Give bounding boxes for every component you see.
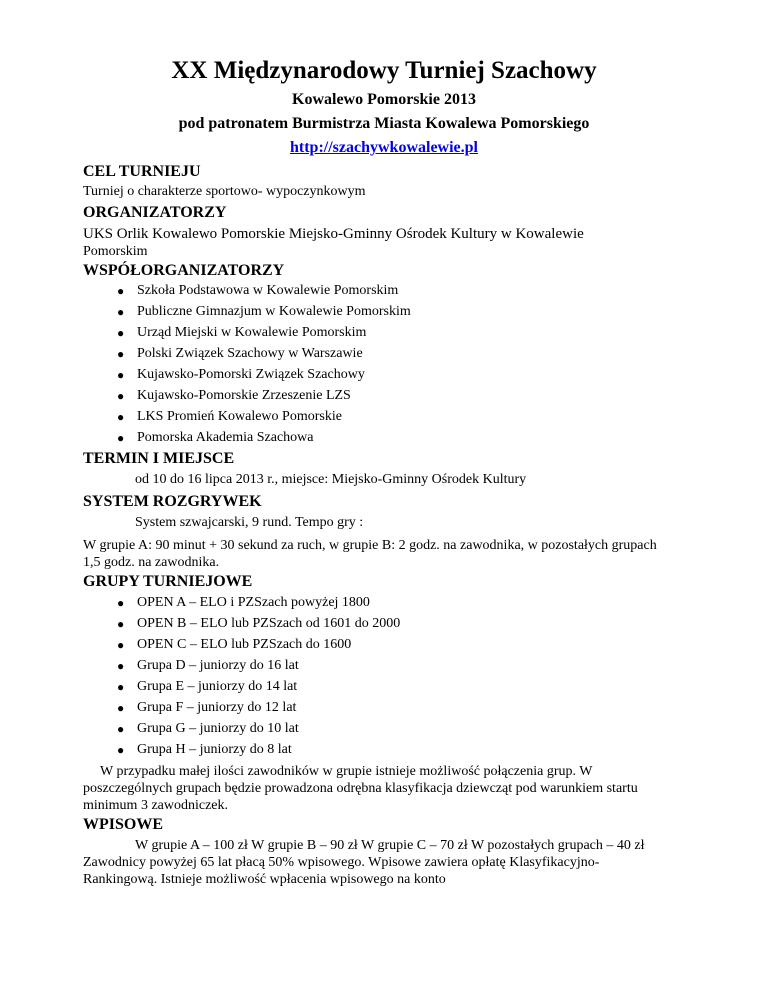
bullet-icon: ●: [117, 680, 125, 694]
section-heading-cel: CEL TURNIEJU: [83, 163, 201, 180]
organizatorzy-line2: Pomorskim: [83, 244, 148, 259]
website-link[interactable]: http://szachywkowalewie.pl: [290, 139, 478, 156]
list-item: ● Grupa H – juniorzy do 8 lat: [0, 740, 600, 760]
section-heading-wspolorganizatorzy: WSPÓŁORGANIZATORZY: [83, 262, 285, 279]
grupy-note-line3: minimum 3 zawodniczek.: [83, 798, 229, 813]
bullet-icon: ●: [117, 659, 125, 673]
list-item: ● Grupa D – juniorzy do 16 lat: [0, 656, 600, 676]
bullet-icon: ●: [117, 701, 125, 715]
bullet-icon: ●: [117, 326, 125, 340]
list-item: ● OPEN A – ELO i PZSzach powyżej 1800: [0, 593, 600, 613]
system-line3: 1,5 godz. na zawodnika.: [83, 555, 220, 570]
bullet-icon: ●: [117, 305, 125, 319]
bullet-icon: ●: [117, 431, 125, 445]
wpisowe-line2: Zawodnicy powyżej 65 lat płacą 50% wpisowego. Wpisowe zawiera opłatę Klasyfikacyjno-: [83, 855, 600, 870]
wpisowe-line3: Rankingową. Istnieje możliwość wpłacenia wpisowego na konto: [83, 872, 446, 887]
section-heading-wpisowe: WPISOWE: [83, 816, 164, 833]
list-item: ● Szkoła Podstawowa w Kowalewie Pomorskim: [0, 281, 600, 301]
list-item: ● LKS Promień Kowalewo Pomorskie: [0, 407, 600, 427]
list-item: ● Kujawsko-Pomorskie Zrzeszenie LZS: [0, 386, 600, 406]
list-item: ● Pomorska Akademia Szachowa: [0, 428, 600, 448]
termin-text: od 10 do 16 lipca 2013 r., miejsce: Miejsko-Gminny Ośrodek Kultury: [135, 472, 527, 487]
cel-text: Turniej o charakterze sportowo- wypoczynkowym: [83, 184, 366, 199]
document-title: XX Międzynarodowy Turniej Szachowy: [171, 57, 597, 84]
list-item: ● Kujawsko-Pomorski Związek Szachowy: [0, 365, 600, 385]
list-item: ● Polski Związek Szachowy w Warszawie: [0, 344, 600, 364]
grupy-note-line2: poszczególnych grupach będzie prowadzona odrębna klasyfikacja dziewcząt pod warunkiem startu: [83, 781, 638, 796]
system-line1: System szwajcarski, 9 rund. Tempo gry :: [135, 515, 364, 530]
bullet-icon: ●: [117, 389, 125, 403]
section-heading-organizatorzy: ORGANIZATORZY: [83, 204, 227, 221]
wpisowe-line1: W grupie A – 100 zł W grupie B – 90 zł W grupie C – 70 zł W pozostałych grupach – 40 zł: [135, 838, 645, 853]
document-subtitle-location: Kowalewo Pomorskie 2013: [292, 91, 476, 108]
document-subtitle-patronage: pod patronatem Burmistrza Miasta Kowalewa Pomorskiego: [178, 115, 590, 132]
list-item: ● Grupa E – juniorzy do 14 lat: [0, 677, 600, 697]
list-item: ● OPEN C – ELO lub PZSzach do 1600: [0, 635, 600, 655]
section-heading-grupy: GRUPY TURNIEJOWE: [83, 573, 253, 590]
list-item: ● Publiczne Gimnazjum w Kowalewie Pomorskim: [0, 302, 600, 322]
list-item: ● Grupa G – juniorzy do 10 lat: [0, 719, 600, 739]
section-heading-system: SYSTEM ROZGRYWEK: [83, 493, 262, 510]
bullet-icon: ●: [117, 617, 125, 631]
grupy-note-line1: W przypadku małej ilości zawodników w grupie istnieje możliwość połączenia grup. W: [100, 764, 593, 779]
system-line2: W grupie A: 90 minut + 30 sekund za ruch, w grupie B: 2 godz. na zawodnika, w pozostałych grupach: [83, 538, 657, 553]
list-item: ● OPEN B – ELO lub PZSzach od 1601 do 2000: [0, 614, 600, 634]
list-item: ● Urząd Miejski w Kowalewie Pomorskim: [0, 323, 600, 343]
bullet-icon: ●: [117, 722, 125, 736]
bullet-icon: ●: [117, 743, 125, 757]
bullet-icon: ●: [117, 410, 125, 424]
bullet-icon: ●: [117, 596, 125, 610]
bullet-icon: ●: [117, 638, 125, 652]
organizatorzy-line1: UKS Orlik Kowalewo Pomorskie Miejsko-Gminny Ośrodek Kultury w Kowalewie: [83, 226, 584, 242]
bullet-icon: ●: [117, 368, 125, 382]
bullet-icon: ●: [117, 347, 125, 361]
bullet-icon: ●: [117, 284, 125, 298]
list-item: ● Grupa F – juniorzy do 12 lat: [0, 698, 600, 718]
section-heading-termin: TERMIN I MIEJSCE: [83, 450, 235, 467]
